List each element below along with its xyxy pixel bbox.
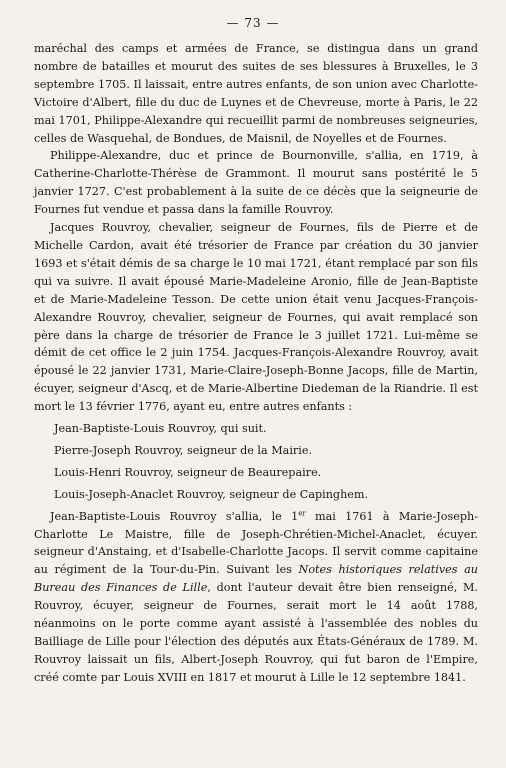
final-paragraph-part: Jean-Baptiste-Louis Rouvroy s'allia, le 1 xyxy=(50,509,299,523)
superscript-er: er xyxy=(298,508,306,517)
final-paragraph xyxy=(34,508,478,687)
italic-title: Notes historiques relatives au Bureau des Finances de Lille xyxy=(34,563,478,595)
page-number: — 73 — xyxy=(226,16,280,30)
paragraph: maréchal des camps et armées de France, se distingua dans un grand nombre de batailles et mourut des suites de ses blessures à Bruxelles, le 3 septembre 1705. Il laissait, entre autres enfants, de son union avec Charlotte-Victoire d'Albert, fille du duc de Luynes et de Chevreuse, morte à Paris, le 22 mai 1701, Philippe-Alexandre qui recueillit parmi de nombreuses seigneuries, celles de Wasquehal, de Bondues, de Maisnil, de Noyelles et de Fournes. xyxy=(34,42,478,145)
child-entry: Louis-Henri Rouvroy, seigneur de Beaurepaire. xyxy=(54,465,322,479)
paragraph: Philippe-Alexandre, duc et prince de Bournonville, s'allia, en 1719, à Catherine-Charlotte-Thérèse de Grammont. Il mourut sans postérité le 5 janvier 1727. C'est probablement à la suite de ce décès que la seigneurie de Fournes fut vendue et passa dans la famille Rouvroy. xyxy=(34,149,478,217)
paragraph: Jacques Rouvroy, chevalier, seigneur de Fournes, fils de Pierre et de Michelle Cardon, avait été trésorier de France par création du 30 janvier 1693 et s'était démis de sa charge le 10 mai 1721, étant remplacé par son fils qui va suivre. Il avait épousé Marie-Madeleine Aronio, fille de Jean-Baptiste et de Marie-Madeleine Tesson. De cette union était venu Jacques-François-Alexandre Rouvroy, chevalier, seigneur de Fournes, qui avait remplacé son père dans la charge de trésorier de France le 3 juillet 1721. Lui-même se démit de cet office le 2 juin 1754. Jacques-François-Alexandre Rouvroy, avait épousé le 22 janvier 1731, Marie-Claire-Joseph-Bonne Jacops, fille de Martin, écuyer, seigneur d'Ascq, et de Marie-Albertine Diedeman de la Riandrie. Il est mort le 13 février 1776, ayant eu, entre autres enfants : xyxy=(34,221,478,414)
body-text xyxy=(34,40,478,687)
final-paragraph-part: mai 1761 à Marie-Joseph-Charlotte Le Maistre, fille de Joseph-Chrétien-Michel-Anaclet, écuyer. seigneur d'Anstaing, et d'Isabelle-Charlotte Jacops. Il servit comme capitaine au régiment de la Tour-du-Pin. Suivant les xyxy=(34,509,479,577)
child-entry: Jean-Baptiste-Louis Rouvroy, qui suit. xyxy=(54,422,267,436)
final-paragraph-part: , dont l'auteur devait être bien renseigné, M. Rouvroy, écuyer, seigneur de Fournes, serait mort le 14 août 1788, néanmoins on le porte comme ayant assisté à l'assemblée des nobles du Bailliage de Lille pour l'élection des députés aux États-Généraux de 1789. M. Rouvroy laissait un fils, Albert-Joseph Rouvroy, qui fut baron de l'Empire, créé comte par Louis XVIII en 1817 et mourut à Lille le 12 septembre 1841. xyxy=(34,581,478,684)
child-entry: Pierre-Joseph Rouvroy, seigneur de la Mairie. xyxy=(54,443,313,457)
child-entry: Louis-Joseph-Anaclet Rouvroy, seigneur de Capinghem. xyxy=(54,487,369,501)
